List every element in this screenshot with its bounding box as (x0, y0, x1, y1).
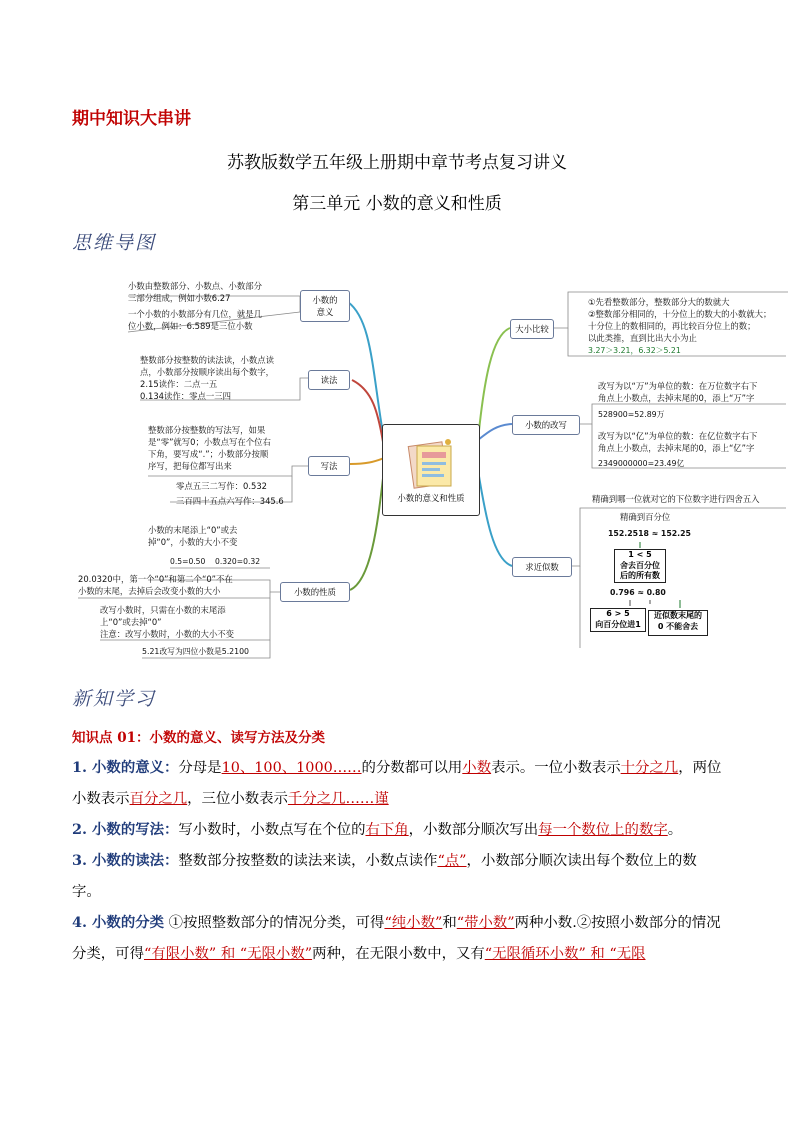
mindmap-heading: 思维导图 (72, 232, 157, 254)
center-node-label: 小数的意义和性质 (397, 493, 465, 503)
node-writing: 写法 (308, 456, 350, 476)
mindmap-center-node (382, 424, 480, 516)
approx-rule: 精确到哪一位就对它的下位数字进行四舍五入 (592, 494, 760, 504)
property-example-2: 改写小数时，只需在小数的末尾添 上“0”或去掉“0” 注意：改写小数时，小数的大小不变 (100, 605, 234, 639)
node-meaning-label: 小数的意义 (312, 295, 338, 317)
compare-examples: 3.27＞3.21，6.32＞5.21 (588, 346, 681, 355)
property-equations: 0.5=0.50 0.320=0.32 (170, 557, 261, 566)
writing-notes: 整数部分按整数的写法写，如果 是“零”就写0；小数点写在个位右 下角，要写成“.”；小数部分按顺 序写，把每位都写出来 (148, 425, 271, 471)
brand-title: 期中知识大串讲 (72, 109, 191, 129)
document-title: 苏教版数学五年级上册期中章节考点复习讲义 (227, 153, 567, 173)
node-rewrite: 小数的改写 (512, 415, 580, 435)
rewrite-wan-example: 528900=52.89万 (598, 410, 665, 419)
node-reading: 读法 (308, 370, 350, 390)
approx-precise: 精确到百分位 (620, 512, 671, 522)
paragraph-writing: 2. 小数的写法：写小数时，小数点写在个位的右下角，小数部分顺次写出每一个数位上的数字。 (72, 821, 683, 838)
compare-notes: ①先看整数部分，整数部分大的数就大 ②整数部分相同的，十分位上的数大的小数就大； 十分位上的数相同的，再比较百分位上的数； 以此类推，直到比出大小为止 (588, 297, 772, 343)
rewrite-wan: 改写为以“万”为单位的数：在万位数字右下 角点上小数点，去掉末尾的0，添上“万”字 (598, 381, 758, 403)
approx-eq2: 0.796 ≈ 0.80 (610, 588, 666, 597)
writing-examples: 零点五三二写作：0.532 三百四十五点六写作：345.6 (176, 481, 284, 506)
property-example-1: 20.0320中，第一个“0”和第二个“0”不在 小数的末尾，去掉后会改变小数的大小 (78, 574, 233, 596)
node-property: 小数的性质 (280, 582, 350, 602)
meaning-note-2: 一个小数的小数部分有几位，就是几 位小数，例如：6.589是三位小数 (128, 309, 262, 331)
node-approx: 求近似数 (512, 557, 572, 577)
property-notes: 小数的末尾添上“0”或去 掉“0”，小数的大小不变 (148, 525, 238, 547)
approx-box-3: 近似数末尾的 0 不能舍去 (648, 610, 708, 636)
new-learning-heading: 新知学习 (72, 688, 157, 710)
rewrite-yi-example: 2349000000=23.49亿 (598, 459, 685, 468)
book-illustration-icon (401, 436, 461, 490)
knowledge-point-title: 知识点 01：小数的意义、读写方法及分类 (72, 730, 325, 746)
property-example-3: 5.21改写为四位小数是5.2100 (142, 647, 250, 656)
approx-box-1: 1 < 5 舍去百分位 后的所有数 (614, 549, 666, 583)
node-meaning (300, 290, 350, 322)
node-compare: 大小比较 (510, 319, 554, 339)
meaning-note-1: 小数由整数部分、小数点、小数部分 三部分组成，例如小数6.27 (128, 281, 262, 303)
paragraph-meaning: 1. 小数的意义：分母是10、100、1000……的分数都可以用小数表示。一位小数表示十分之几，两位小数表示百分之几，三位小数表示千分之几……谨 (72, 759, 722, 807)
rewrite-yi: 改写为以“亿”为单位的数：在亿位数字右下 角点上小数点，去掉末尾的0，添上“亿”字 (598, 431, 758, 453)
unit-subtitle: 第三单元 小数的意义和性质 (292, 194, 502, 214)
approx-eq1: 152.2518 ≈ 152.25 (608, 529, 691, 538)
reading-notes: 整数部分按整数的读法读，小数点读 点，小数部分按顺序读出每个数字， 2.15读作：二点一五 0.134读作：零点一三四 (140, 355, 274, 401)
paragraph-classification: 4. 小数的分类 ①按照整数部分的情况分类，可得“纯小数”和“带小数”两种小数.②按照小数部分的情况分类，可得“有限小数” 和 “无限小数”两种，在无限小数中，又有“无限循环小数” 和 “无限 (72, 914, 721, 962)
paragraph-reading: 3. 小数的读法：整数部分按整数的读法来读，小数点读作“点”，小数部分顺次读出每个数位上的数字。 (72, 852, 697, 900)
approx-box-2: 6 > 5 向百分位进1 (590, 608, 646, 632)
